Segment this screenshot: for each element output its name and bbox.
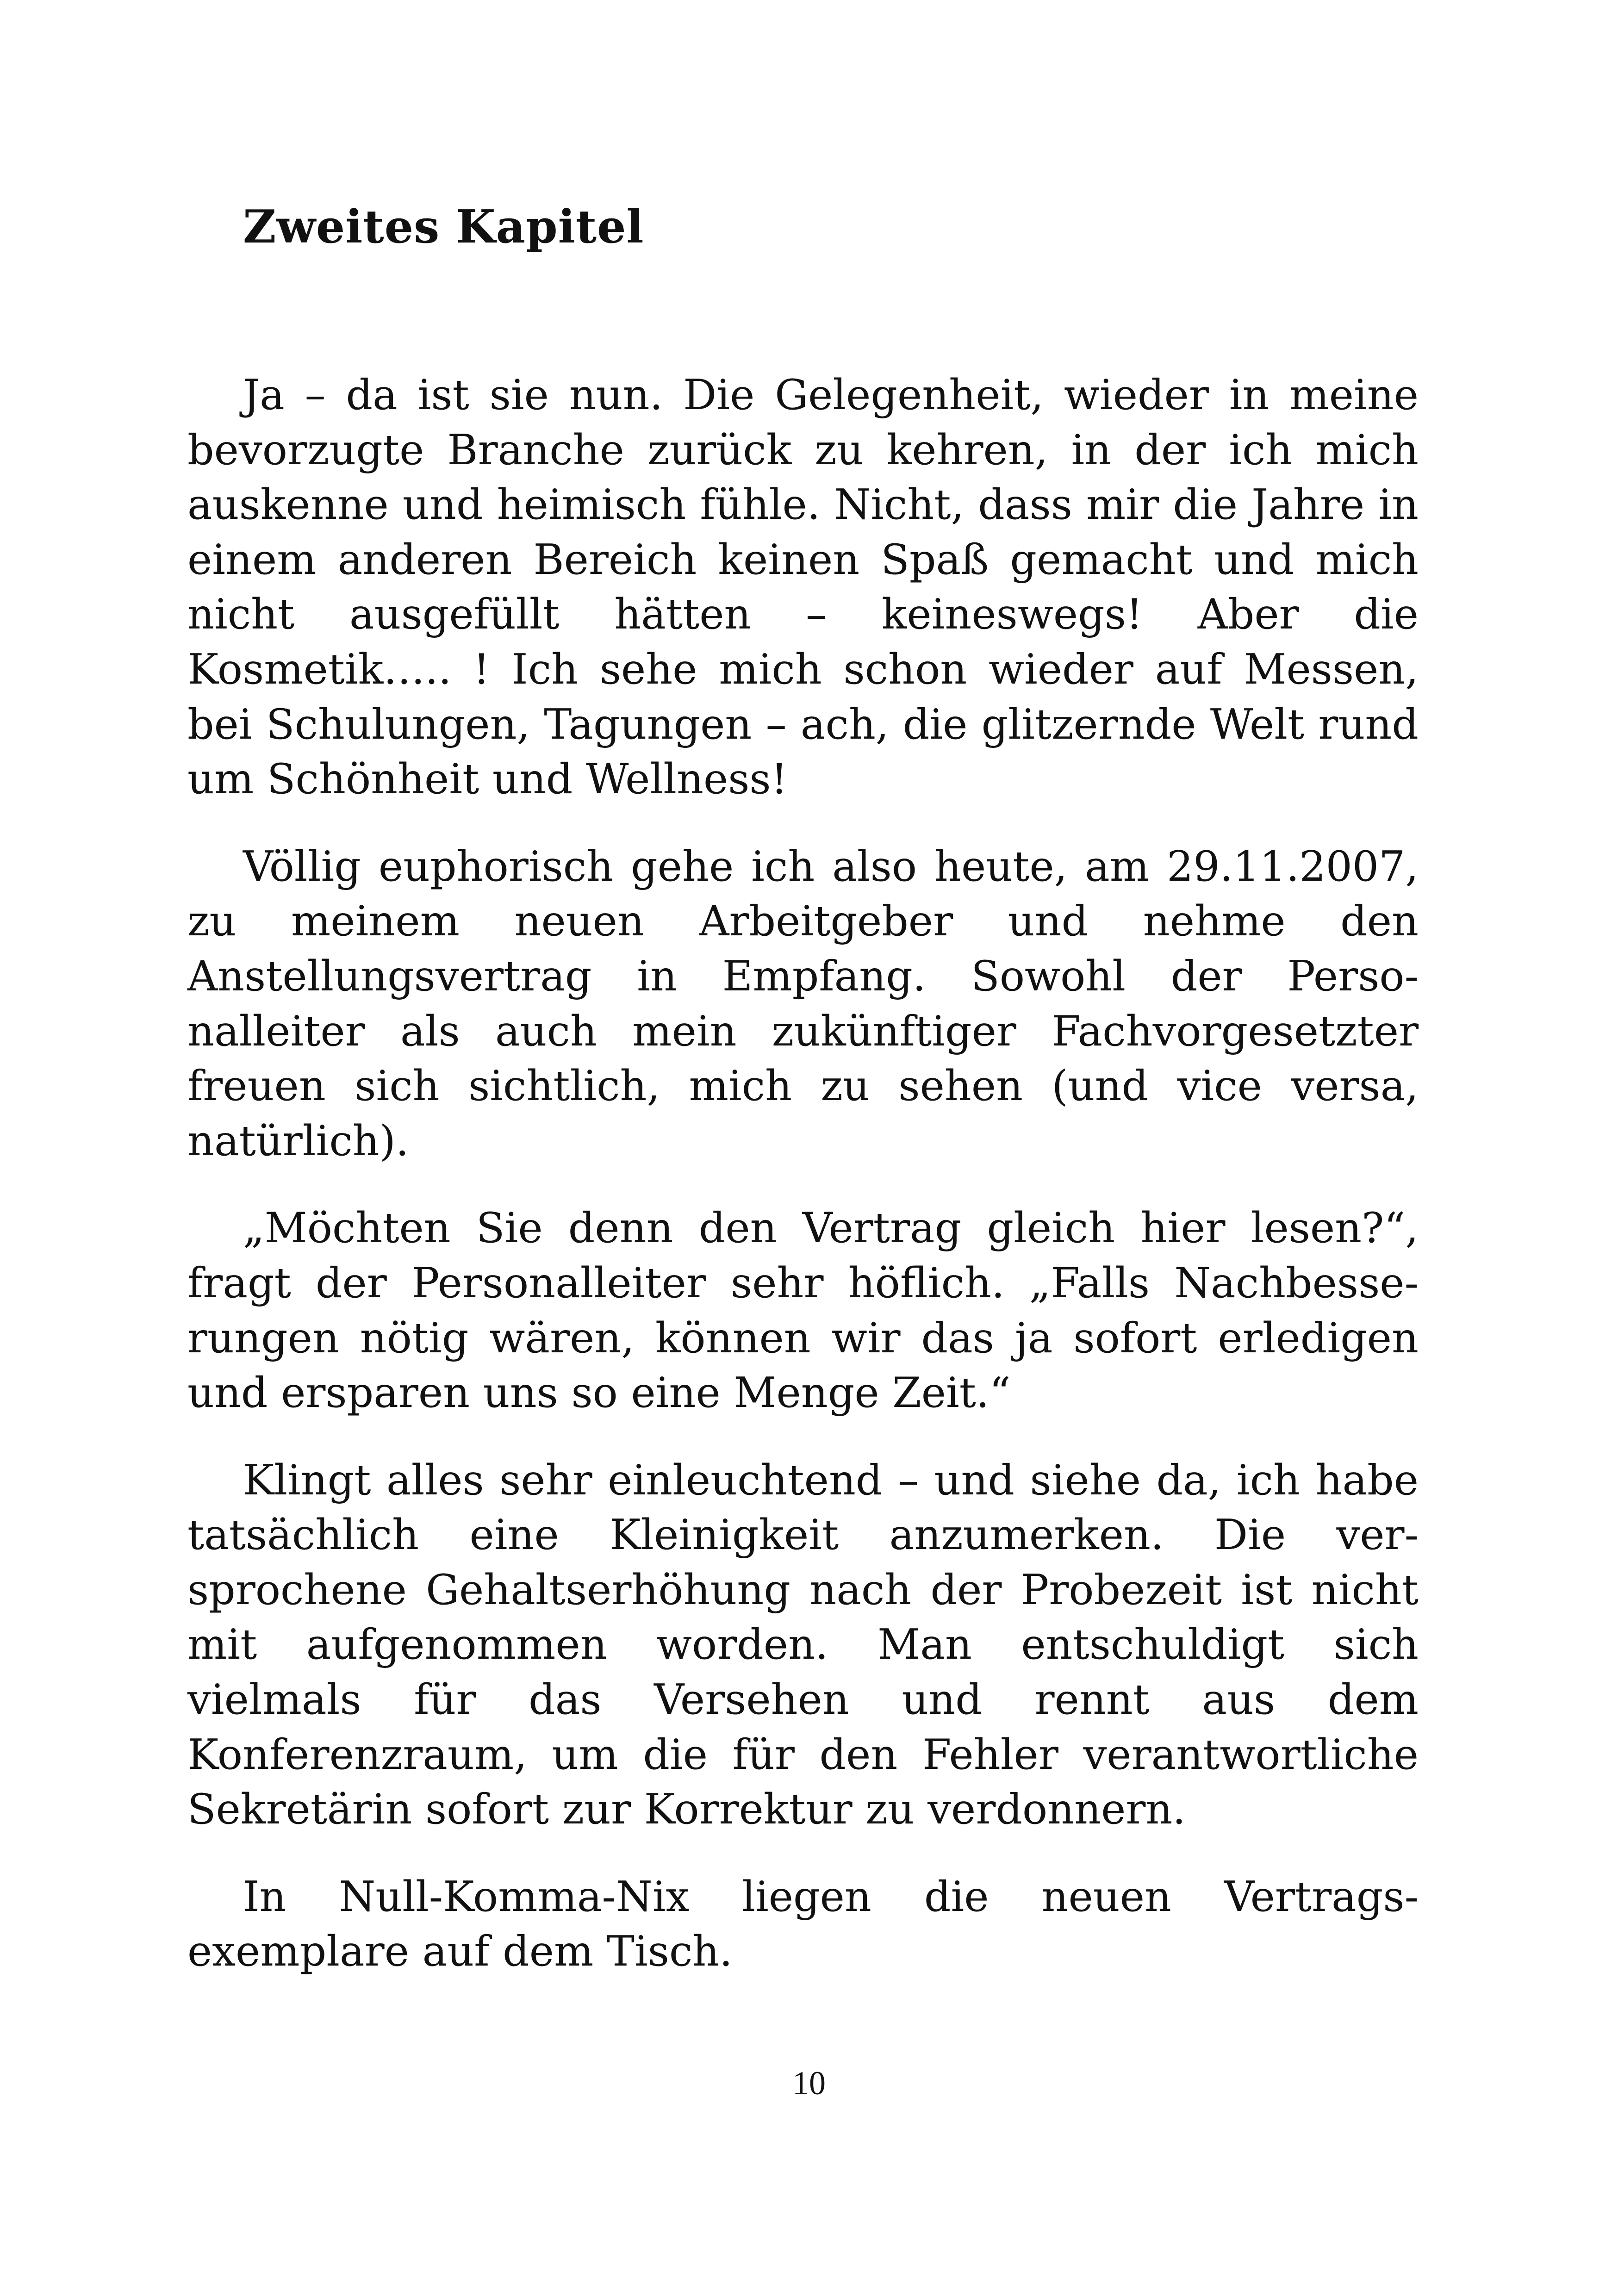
page-number: 10 [792, 2065, 826, 2102]
paragraph-1: Ja – da ist sie nun. Die Gelegenheit, wieder in meine bevorzugte Branche zurück zu kehren, in der ich mich auskenne und heimisch fühle. Nicht, dass mir die Jahre in einem anderen Bereich keinen Spaß gemacht und mich nicht ausgefüllt hätten – keineswegs! Aber die Kosmetik….. ! Ich sehe mich schon wieder auf Messen, bei Schulungen, Tagungen – ach, die glitzernde Welt rund um Schönheit und Wellness! [187, 371, 1419, 804]
paragraph-4: Klingt alles sehr einleuchtend – und siehe da, ich habe tatsächlich eine Kleinigkeit anzumerken. Die versprochene Gehaltserhöhung nach der Probezeit ist nicht mit aufgenommen worden. Man entschuldigt sich vielmals für das Versehen und rennt aus dem Konferenzraum, um die für den Fehler verantwortliche Sekretärin sofort zur Korrektur zu verdonnern. [187, 1456, 1419, 1834]
paragraph-5: In Null-Komma-Nix liegen die neuen Vertragsexemplare auf dem Tisch. [187, 1872, 1419, 1976]
paragraph-2: Völlig euphorisch gehe ich also heute, am 29.11.2007, zu meinem neuen Arbeitgeber und nehme den Anstellungsvertrag in Empfang. Sowohl der Personalleiter als auch mein zukünftiger Fachvorgesetzter freuen sich sichtlich, mich zu sehen (und vice versa, natürlich). [187, 842, 1419, 1165]
body-text [187, 368, 1419, 1979]
chapter-title: Zweites Kapitel [243, 200, 644, 254]
paragraph-3: „Möchten Sie denn den Vertrag gleich hier lesen?“, fragt der Personalleiter sehr höflich. „Falls Nachbesserungen nötig wären, können wir das ja sofort erledigen und ersparen uns so eine Menge Zeit.“ [187, 1204, 1419, 1418]
